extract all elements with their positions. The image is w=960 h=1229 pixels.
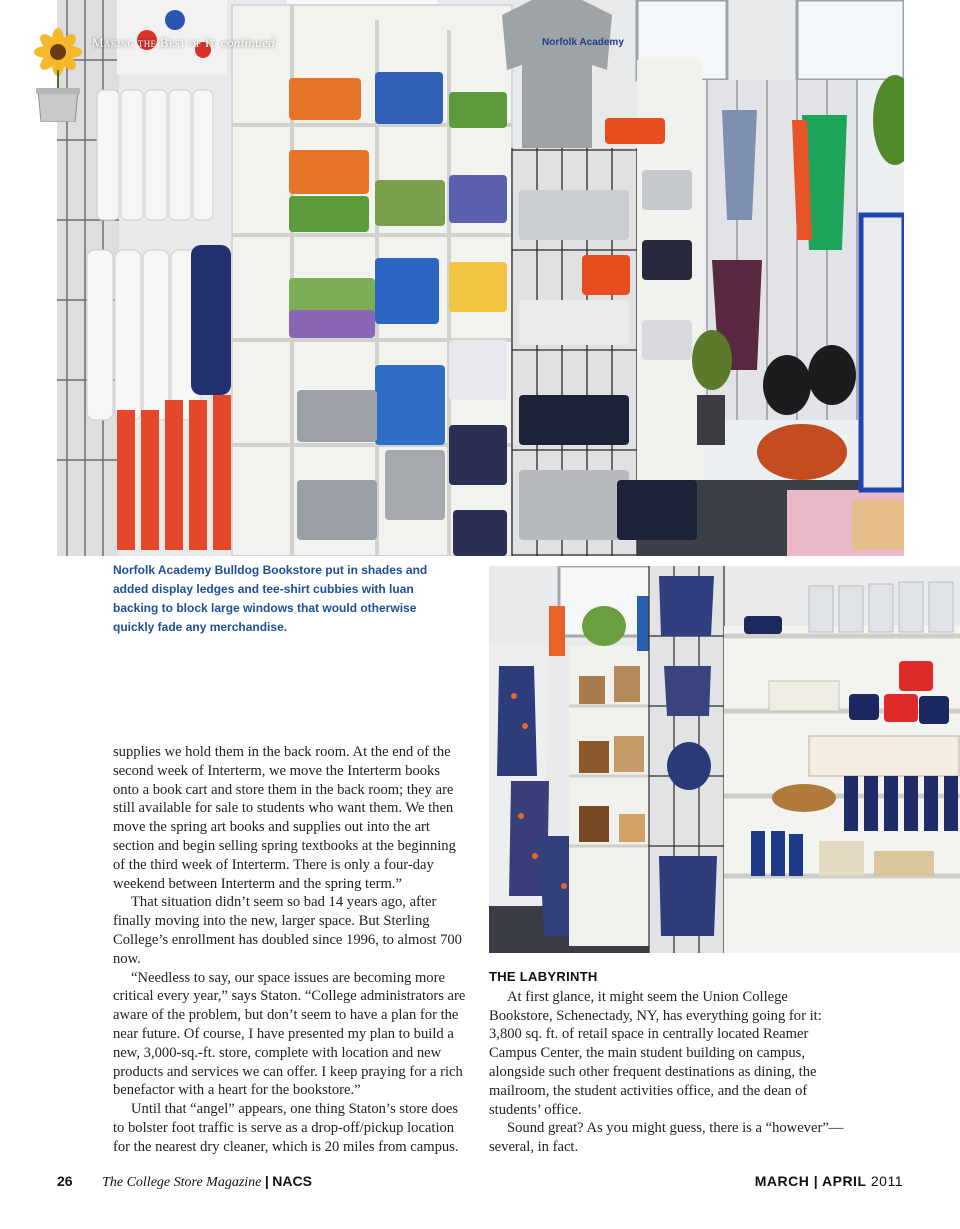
photo-caption: Norfolk Academy Bulldog Bookstore put in shades and added display ledges and tee-shirt cubbies with luan backing to block large windows that would otherwise quickly fade any merchandise. <box>113 563 428 634</box>
paragraph: supplies we hold them in the back room. At the end of the second week of Interterm, we move the Interterm books onto a book cart and store them in the back room; they are still available for sale to students who want them. We then move the spring art books and supplies out into the art section and begin selling spring textbooks at the beginning of the third week of Interterm. There is only a four-day weekend between Interterm and the spring term.” <box>113 744 456 892</box>
paragraph: “Needless to say, our space issues are becoming more critical every year,” says Staton. “College administrators are aware of the problem, but don’t seem to have a plan for the near future. Of course, I have presented my plan to build a new, 3,000-sq.-ft. store, complete with location and new products and services we can offer. I keep praying for a rich benefactor with a heart for the bookstore.” <box>113 969 466 1099</box>
photo-apparel-display <box>57 0 904 556</box>
publisher-name: NACS <box>272 1173 312 1189</box>
article-column-left <box>113 743 469 1157</box>
page-number: 26 <box>57 1173 73 1189</box>
paragraph: Sound great? As you might guess, there is a “however”—several, in fact. <box>489 1120 844 1156</box>
shirt-print: Norfolk Academy <box>542 37 624 48</box>
magazine-name: The College Store Magazine <box>102 1175 262 1190</box>
section-title: Making the Best of It <box>92 35 216 50</box>
issue-months: MARCH | APRIL <box>754 1173 867 1189</box>
section-header <box>92 35 275 51</box>
paragraph: That situation didn’t seem so bad 14 years ago, after finally moving into the new, larger space. But Sterling College’s enrollment has doubled since 1996, to almost 700 now. <box>113 894 462 967</box>
section-continued: continued <box>220 35 275 50</box>
paragraph: Until that “angel” appears, one thing Staton’s store does to bolster foot traffic is serve as a drop-off/pickup location for the nearest dry cleaner, which is 20 miles from campus. <box>113 1101 459 1155</box>
article-column-right <box>489 968 854 1157</box>
photo-giftware-shelves <box>489 566 960 953</box>
footer-separator: | <box>264 1173 269 1189</box>
section-subhead: THE LABYRINTH <box>489 969 598 984</box>
paragraph: At first glance, it might seem the Union College Bookstore, Schenectady, NY, has everything going for it: 3,800 sq. ft. of retail space in centrally located Reamer Campus Center, the main student building on campus, alongside such other frequent destinations as dining, the mailroom, the student activities office, and the dean of students’ office. <box>489 988 822 1118</box>
footer-right <box>755 1173 903 1189</box>
sunflower-pot-icon <box>30 20 86 122</box>
issue-year: 2011 <box>870 1173 903 1189</box>
footer-left <box>57 1173 312 1191</box>
